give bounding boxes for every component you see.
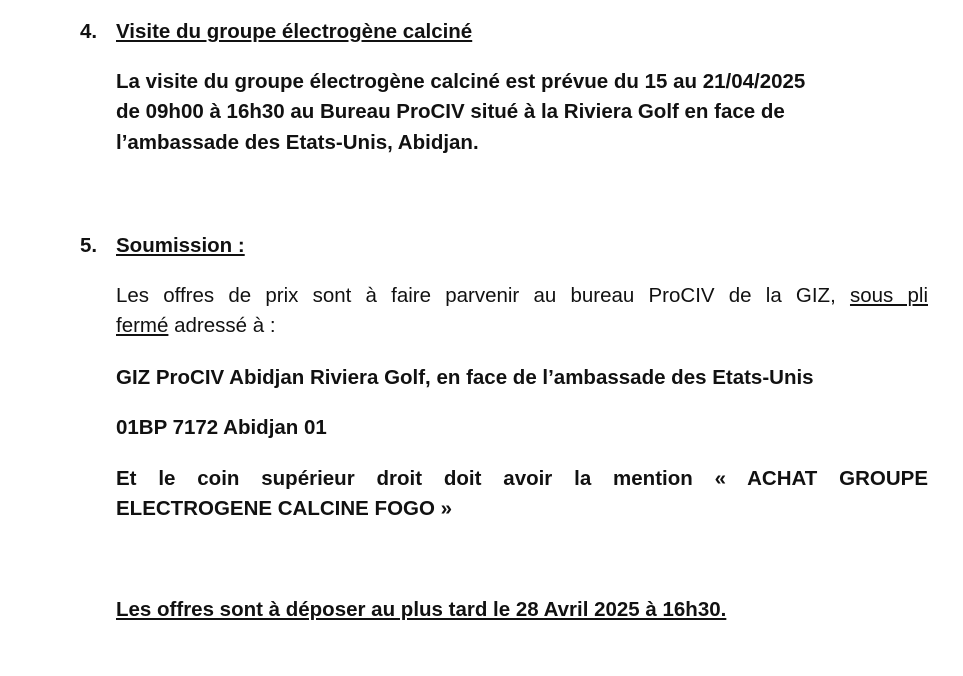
ferme-text: fermé	[116, 314, 169, 337]
adresse-a-text: adressé à :	[168, 314, 276, 337]
address-line: GIZ ProCIV Abidjan Riviera Golf, en face de l’ambassade des Etats-Unis	[116, 366, 814, 389]
section-4-paragraph-line-3: l’ambassade des Etats-Unis, Abidjan.	[116, 131, 479, 154]
postal-line: 01BP 7172 Abidjan 01	[116, 416, 327, 439]
section-4-number: 4.	[80, 20, 98, 43]
mention-line-1: Et le coin supérieur droit doit avoir la mention « ACHAT GROUPE	[116, 467, 928, 490]
section-4-paragraph-line-2: de 09h00 à 16h30 au Bureau ProCIV situé à la Riviera Golf en face de	[116, 100, 785, 123]
section-4-paragraph-line-1: La visite du groupe électrogène calciné est prévue du 15 au 21/04/2025	[116, 70, 806, 93]
offers-text: Les offres de prix sont à faire parvenir au bureau ProCIV de la GIZ,	[116, 284, 836, 307]
deadline-notice: Les offres sont à déposer au plus tard le 28 Avril 2025 à 16h30.	[116, 598, 727, 621]
offers-paragraph-line-2	[116, 314, 276, 338]
mention-line-2: ELECTROGENE CALCINE FOGO »	[116, 497, 452, 520]
sous-pli-text: sous pli	[849, 284, 928, 307]
section-5-number: 5.	[80, 234, 98, 257]
offers-paragraph-line-1	[116, 284, 928, 308]
section-5-title: Soumission :	[116, 234, 245, 257]
section-4-title: Visite du groupe électrogène calciné	[116, 20, 473, 43]
